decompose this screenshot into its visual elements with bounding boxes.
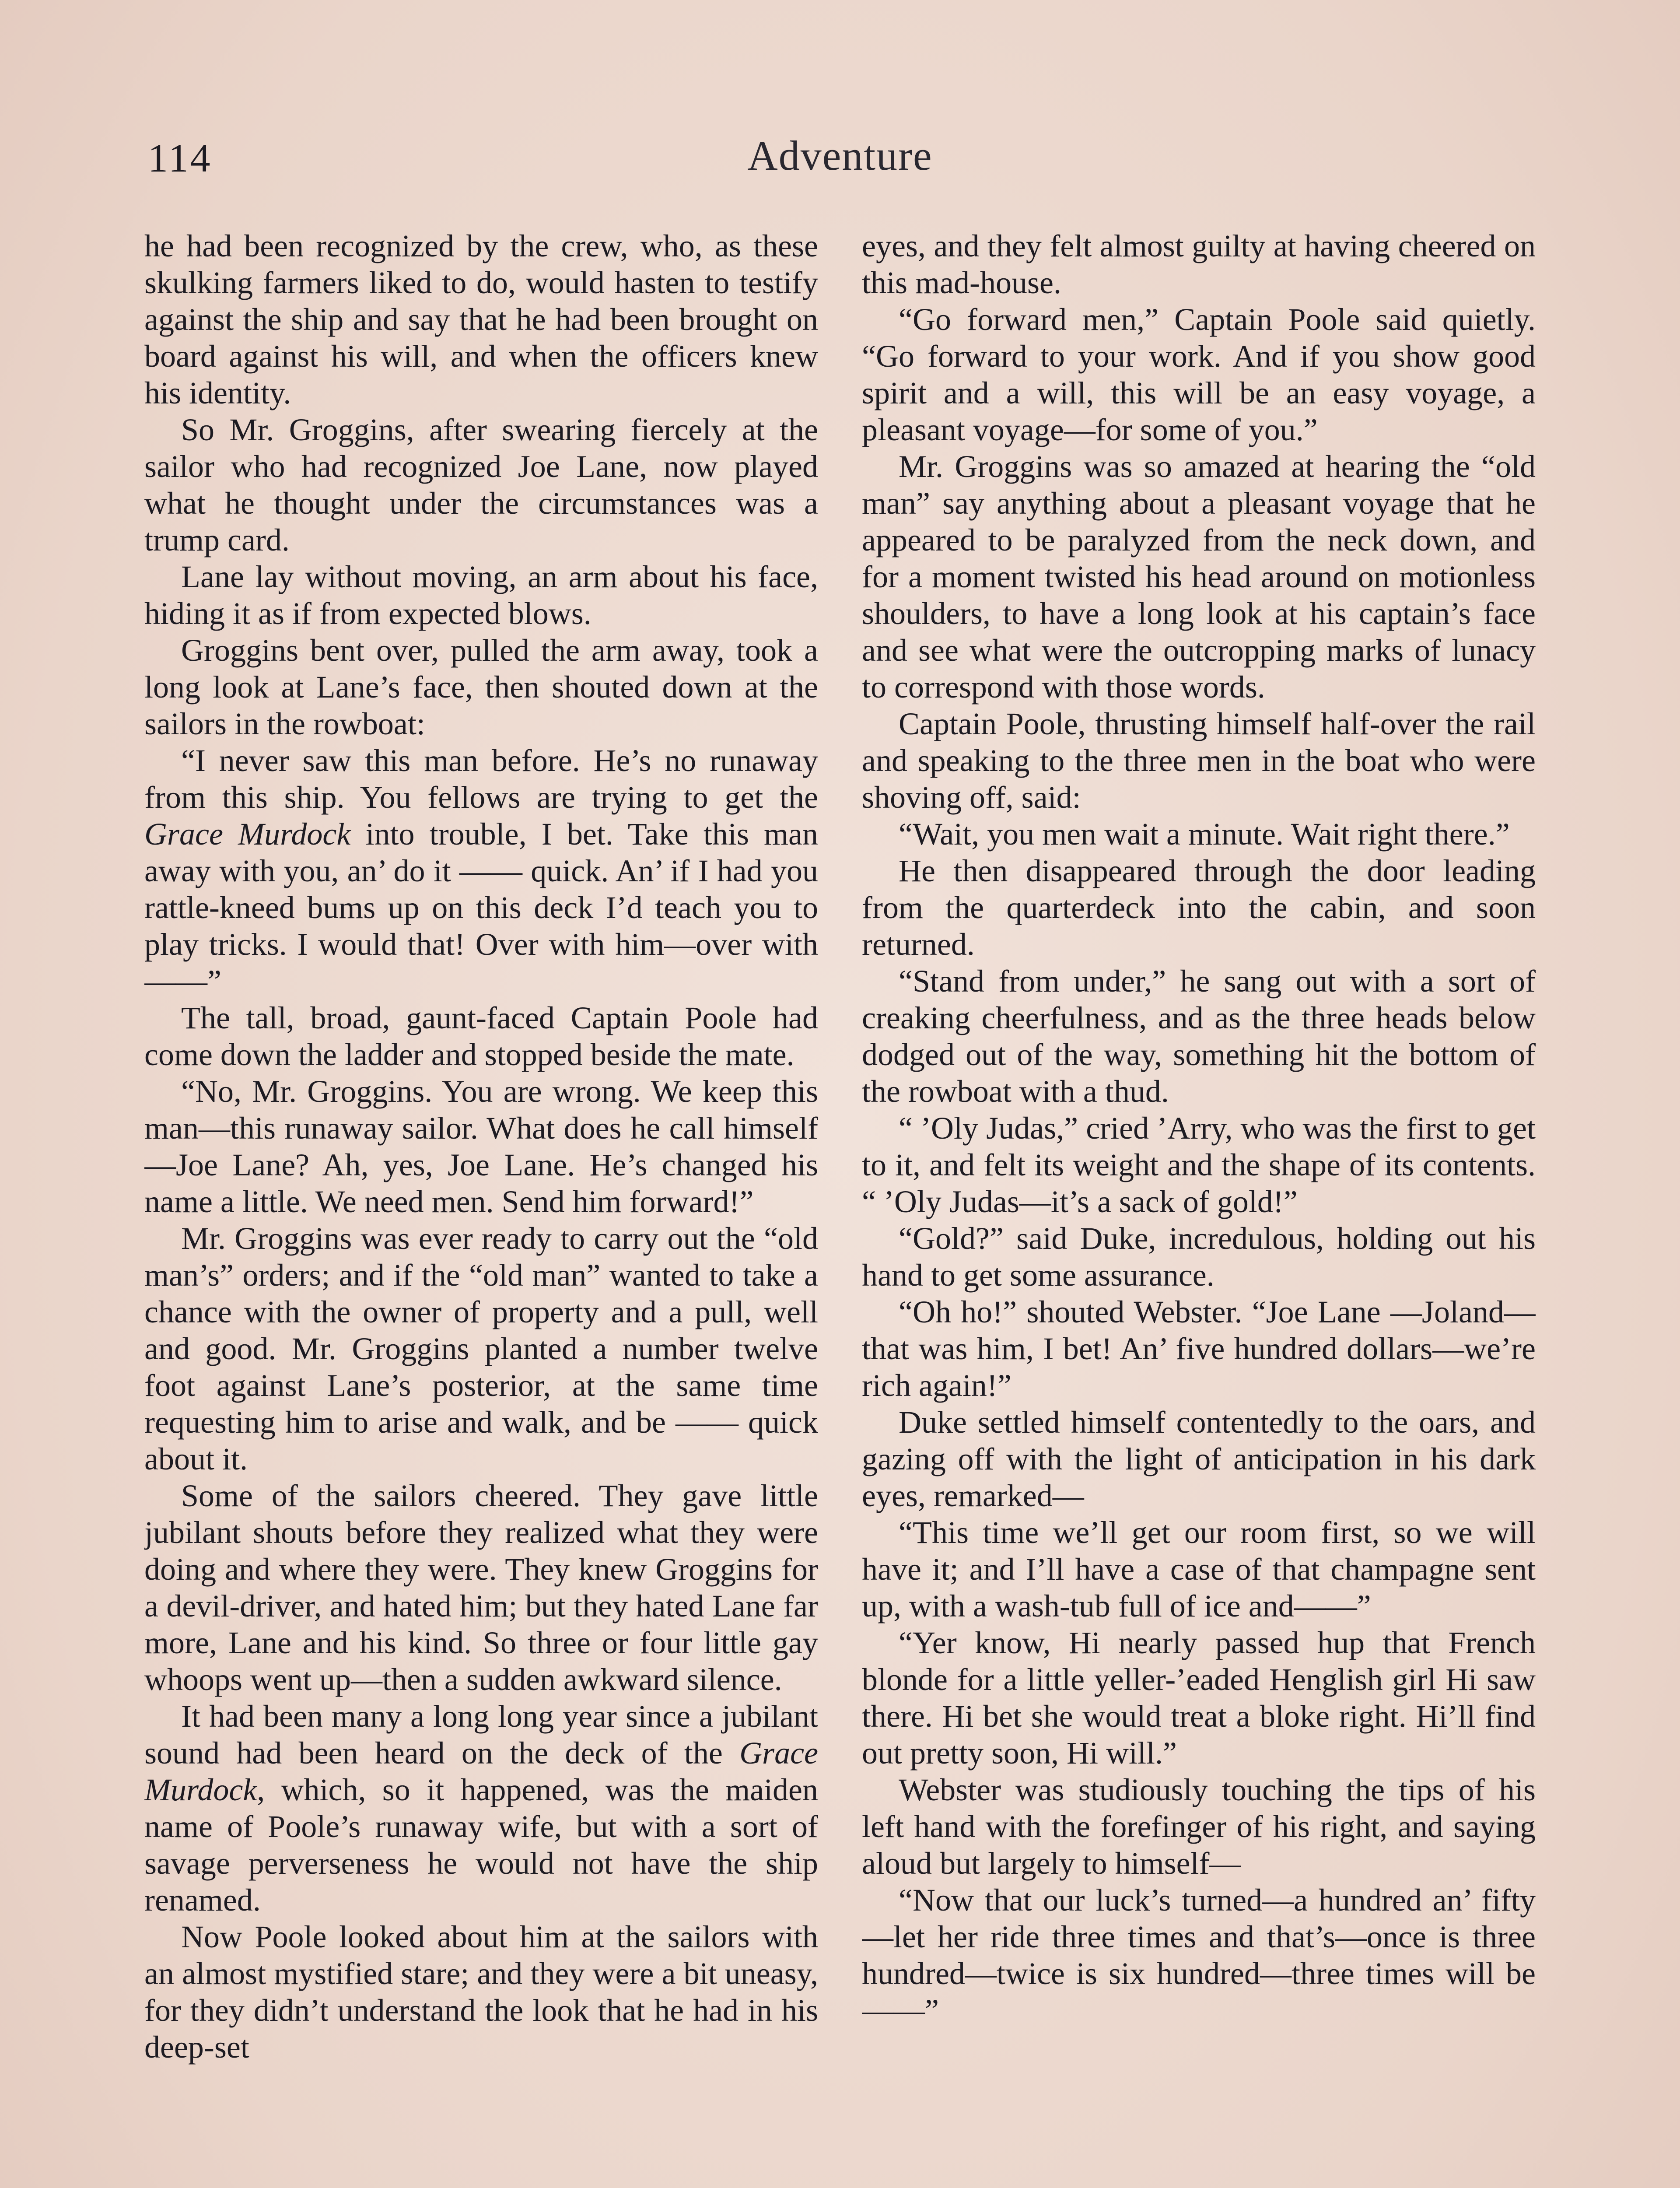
paragraph: Lane lay without moving, an arm about his face, hiding it as if from expected blows. xyxy=(144,559,818,631)
paragraph: Duke settled himself contentedly to the oars, and gazing off with the light of anticipation in his dark eyes, remarked— xyxy=(862,1405,1536,1513)
running-title: Adventure xyxy=(747,132,933,179)
page-header xyxy=(140,127,1540,197)
paragraph: eyes, and they felt almost guilty at having cheered on this mad-house. xyxy=(862,228,1536,300)
paragraph: “No, Mr. Groggins. You are wrong. We keep this man—this runaway sailor. What does he call himself—Joe Lane? Ah, yes, Joe Lane. He’s changed his name a little. We need men. Send him forward!” xyxy=(144,1074,818,1219)
ship-name: Grace Murdock xyxy=(144,1736,818,1807)
paragraph: “Now that our luck’s turned—a hundred an’ fifty—let her ride three times and that’s—once is three hundred—twice is six hundred—three times will be——” xyxy=(862,1883,1536,2028)
paragraph: Mr. Groggins was so amazed at hearing the “old man” say anything about a pleasant voyage that he appeared to be paralyzed from the neck down, and for a moment twisted his head around on motionless shoulders, to have a long look at his captain’s face and see what were the outcropping marks of lunacy to correspond with those words. xyxy=(862,449,1536,705)
paragraph: Some of the sailors cheered. They gave little jubilant shouts before they realized what they were doing and where they were. They knew Groggins for a devil-driver, and hated him; but they hated Lane far more, Lane and his kind. So three or four little gay whoops went up—then a sudden awkward silence. xyxy=(144,1478,818,1697)
ship-name: Grace Murdock xyxy=(144,817,351,852)
paragraph: he had been recognized by the crew, who, as these skulking farmers liked to do, would hasten to testify against the ship and say that he had been brought on board against his will, and when the officers knew his identity. xyxy=(144,228,818,410)
left-column xyxy=(144,228,818,2188)
paragraph: Now Poole looked about him at the sailors with an almost mystified stare; and they were a bit uneasy, for they didn’t understand the look that he had in his deep-set xyxy=(144,1919,818,2065)
paragraph: “ ’Oly Judas,” cried ’Arry, who was the first to get to it, and felt its weight and the shape of its contents. “ ’Oly Judas—it’s a sack of gold!” xyxy=(862,1111,1536,1219)
paragraph: “Yer know, Hi nearly passed hup that French blonde for a little yeller-’eaded Henglish girl Hi saw there. Hi bet she would treat a bloke right. Hi’ll find out pretty soon, Hi will.” xyxy=(862,1625,1536,1771)
paragraph: “Gold?” said Duke, incredulous, holding out his hand to get some assurance. xyxy=(862,1221,1536,1293)
paragraph: So Mr. Groggins, after swearing fiercely at the sailor who had recognized Joe Lane, now played what he thought under the circumstances was a trump card. xyxy=(144,412,818,558)
paragraph: Captain Poole, thrusting himself half-over the rail and speaking to the three men in the boat who were shoving off, said: xyxy=(862,706,1536,815)
paragraph: Webster was studiously touching the tips of his left hand with the forefinger of his right, and saying aloud but largely to himself— xyxy=(862,1772,1536,1881)
right-column xyxy=(862,228,1536,2188)
paragraph: “Stand from under,” he sang out with a sort of creaking cheerfulness, and as the three heads below dodged out of the way, something hit the bottom of the rowboat with a thud. xyxy=(862,964,1536,1109)
paragraph: The tall, broad, gaunt-faced Captain Poole had come down the ladder and stopped beside the mate. xyxy=(144,1000,818,1072)
paragraph: Mr. Groggins was ever ready to carry out the “old man’s” orders; and if the “old man” wanted to take a chance with the owner of property and a pull, well and good. Mr. Groggins planted a number twelve foot against Lane’s posterior, at the same time requesting him to arise and walk, and be —— quick about it. xyxy=(144,1221,818,1476)
paragraph: “Go forward men,” Captain Poole said quietly. “Go forward to your work. And if you show good spirit and a will, this will be an easy voyage, a pleasant voyage—for some of you.” xyxy=(862,302,1536,447)
paragraph: He then disappeared through the door leading from the quarterdeck into the cabin, and soon returned. xyxy=(862,853,1536,962)
page-number: 114 xyxy=(148,136,212,180)
article-body xyxy=(144,228,1536,2188)
paragraph: Groggins bent over, pulled the arm away, took a long look at Lane’s face, then shouted down at the sailors in the rowboat: xyxy=(144,633,818,741)
paragraph: “Oh ho!” shouted Webster. “Joe Lane —Joland—that was him, I bet! An’ five hundred dollars—we’re rich again!” xyxy=(862,1294,1536,1403)
paragraph: “Wait, you men wait a minute. Wait right there.” xyxy=(899,817,1510,852)
paragraph: “This time we’ll get our room first, so we will have it; and I’ll have a case of that champagne sent up, with a wash-tub full of ice and——” xyxy=(862,1515,1536,1623)
paragraph: It had been many a long long year since a jubilant sound had been heard on the deck of the Grace Murdock, which, so it happened, was the maiden name of Poole’s runaway wife, but with a sort of savage perverseness he would not have the ship renamed. xyxy=(144,1699,818,1918)
paragraph: “I never saw this man before. He’s no runaway from this ship. You fellows are trying to get the Grace Murdock into trouble, I bet. Take this man away with you, an’ do it —— quick. An’ if I had you rattle-kneed bums up on this deck I’d teach you to play tricks. I would that! Over with him—over with——” xyxy=(144,743,818,999)
